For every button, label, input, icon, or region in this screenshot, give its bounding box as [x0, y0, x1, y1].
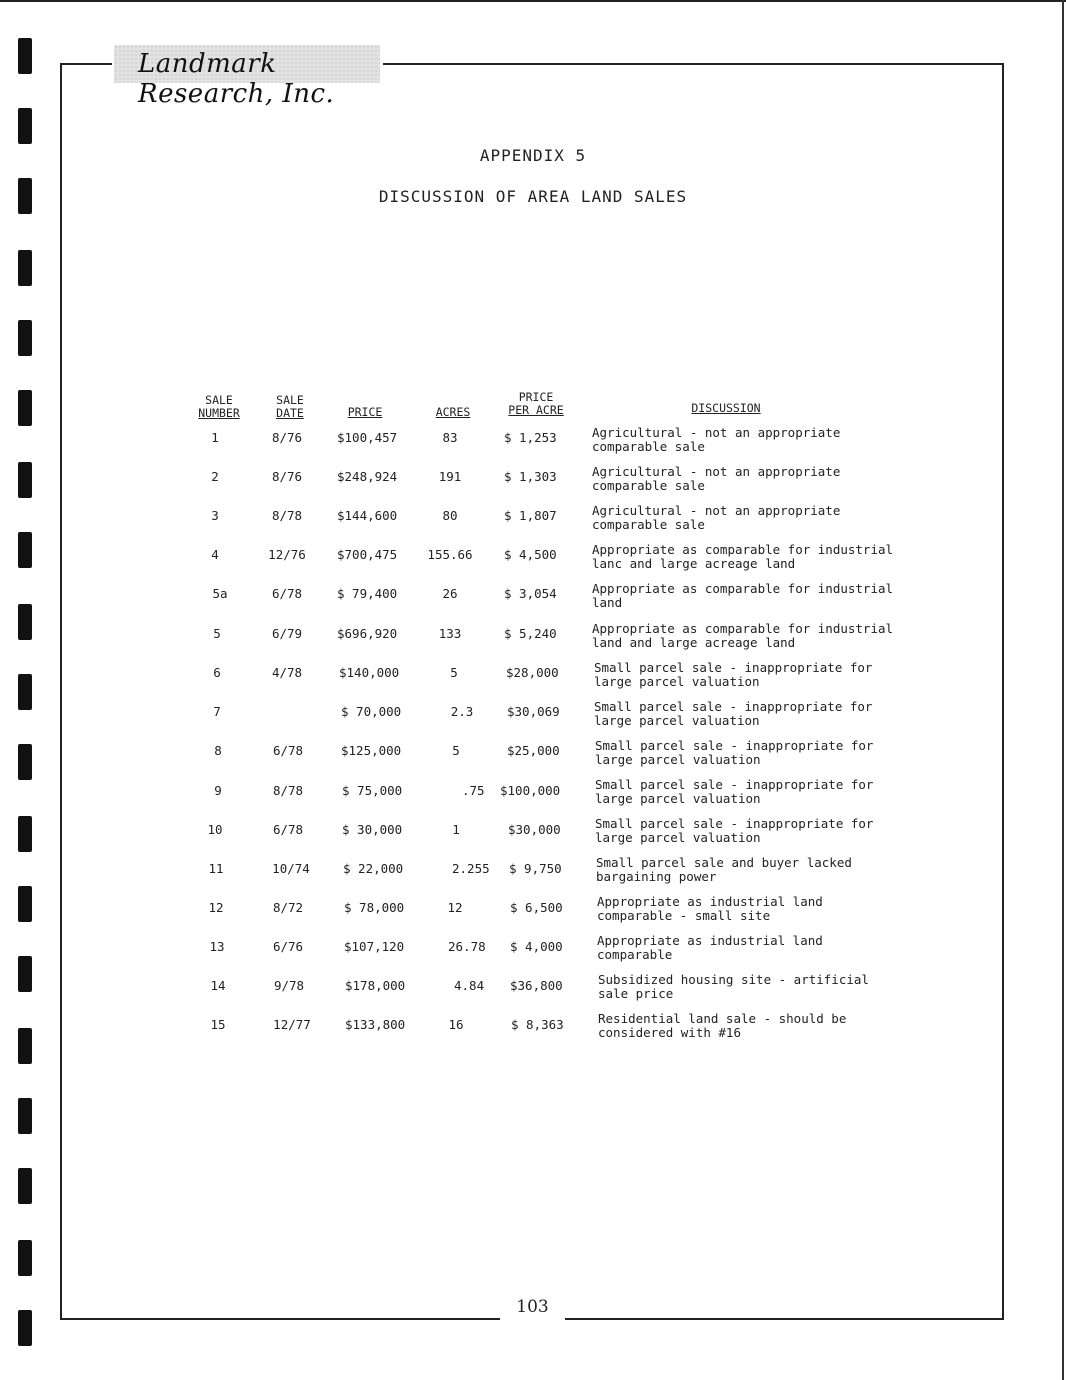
acres-cell: 83: [442, 430, 458, 445]
sale-date-cell: 6/78: [272, 822, 304, 837]
sale-date-cell: 12/76: [268, 547, 306, 562]
discussion-line: Small parcel sale and buyer lacked: [596, 855, 852, 870]
discussion-line: land and large acreage land: [592, 635, 796, 650]
price-cell: $700,475: [337, 547, 398, 562]
sale-number-cell: 2: [211, 469, 219, 484]
acres-cell: 26: [442, 586, 458, 601]
logo-text: Landmark Research, Inc.: [138, 49, 335, 109]
price-per-acre-cell: $30,000: [508, 822, 561, 837]
discussion-cell: [595, 778, 925, 806]
sale-number-cell: 8: [214, 743, 222, 758]
page-number: 103: [516, 1297, 549, 1317]
binder-hole: [18, 390, 32, 426]
discussion-line: comparable - small site: [597, 908, 771, 923]
discussion-line: considered with #16: [598, 1025, 741, 1040]
sale-date-cell: 6/78: [271, 586, 303, 601]
header-line: PRICE: [518, 390, 554, 404]
right-edge-rule: [1062, 0, 1064, 1380]
header-sale-number: [188, 394, 250, 420]
header-line: NUMBER: [198, 406, 240, 420]
frame-border-left: [60, 63, 62, 1320]
sale-number-cell: 15: [210, 1017, 226, 1032]
binder-hole: [18, 604, 32, 640]
frame-border-top: [60, 63, 112, 65]
sale-date-cell: 12/77: [273, 1017, 311, 1032]
discussion-line: large parcel valuation: [594, 713, 760, 728]
discussion-line: Appropriate as industrial land: [597, 894, 823, 909]
binder-hole: [18, 1098, 32, 1134]
discussion-cell: [592, 543, 922, 571]
sale-number-cell: 5: [213, 626, 221, 641]
header-line: SALE: [276, 393, 304, 407]
discussion-cell: [592, 426, 922, 454]
header-discussion: DISCUSSION: [691, 401, 761, 415]
sale-date-cell: 8/76: [271, 430, 303, 445]
header-price: PRICE: [347, 405, 383, 419]
discussion-cell: [598, 1012, 928, 1040]
price-cell: $248,924: [337, 469, 398, 484]
sale-number-cell: 11: [208, 861, 224, 876]
discussion-line: large parcel valuation: [595, 830, 761, 845]
binder-hole: [18, 956, 32, 992]
sale-date-cell: 8/78: [272, 783, 304, 798]
binder-hole: [18, 674, 32, 710]
discussion-line: Small parcel sale - inappropriate for: [595, 738, 874, 753]
acres-cell: 155.66: [427, 547, 473, 562]
frame-border-top: [383, 63, 1004, 65]
acres-cell: 191: [438, 469, 462, 484]
discussion-line: Appropriate as comparable for industrial: [592, 542, 894, 557]
binder-hole: [18, 1028, 32, 1064]
sale-number-cell: 3: [211, 508, 219, 523]
discussion-cell: [595, 817, 925, 845]
acres-cell: .75: [462, 783, 485, 798]
discussion-line: lanc and large acreage land: [592, 556, 796, 571]
price-cell: $ 78,000: [344, 900, 405, 915]
sale-number-cell: 6: [213, 665, 221, 680]
price-per-acre-cell: $ 4,000: [510, 939, 563, 954]
price-cell: $100,457: [337, 430, 398, 445]
discussion-line: Residential land sale - should be: [598, 1011, 847, 1026]
discussion-line: Small parcel sale - inappropriate for: [594, 699, 873, 714]
price-cell: $140,000: [339, 665, 400, 680]
acres-cell: 2.255: [452, 861, 490, 876]
header-line: DATE: [276, 406, 304, 420]
discussion-cell: [596, 856, 926, 884]
price-cell: $ 22,000: [343, 861, 404, 876]
price-per-acre-cell: $ 1,303: [504, 469, 557, 484]
price-cell: $ 70,000: [341, 704, 402, 719]
price-cell: $133,800: [345, 1017, 406, 1032]
sale-date-cell: 8/72: [272, 900, 304, 915]
header-line: PER ACRE: [508, 403, 564, 417]
binder-hole: [18, 108, 32, 144]
price-cell: $144,600: [337, 508, 398, 523]
acres-cell: 80: [442, 508, 458, 523]
price-per-acre-cell: $36,800: [510, 978, 563, 993]
price-per-acre-cell: $ 3,054: [504, 586, 557, 601]
binder-hole: [18, 462, 32, 498]
price-per-acre-cell: $ 9,750: [509, 861, 562, 876]
frame-border-bottom: [565, 1318, 1004, 1320]
price-per-acre-cell: $100,000: [500, 783, 561, 798]
price-per-acre-cell: $28,000: [506, 665, 559, 680]
header-line: SALE: [205, 393, 233, 407]
sale-number-cell: 4: [211, 547, 219, 562]
discussion-cell: [597, 895, 927, 923]
discussion-line: sale price: [598, 986, 674, 1001]
price-cell: $107,120: [344, 939, 405, 954]
binder-hole: [18, 1168, 32, 1204]
binder-hole: [18, 38, 32, 74]
binder-hole: [18, 320, 32, 356]
binder-hole: [18, 1310, 32, 1346]
sale-date-cell: 8/76: [271, 469, 303, 484]
acres-cell: 5: [450, 665, 458, 680]
discussion-cell: [592, 504, 922, 532]
header-price-per-acre: [496, 391, 576, 417]
acres-cell: 4.84: [454, 978, 485, 993]
price-per-acre-cell: $ 8,363: [511, 1017, 564, 1032]
discussion-line: large parcel valuation: [594, 674, 760, 689]
price-cell: $ 75,000: [342, 783, 403, 798]
price-cell: $ 30,000: [342, 822, 403, 837]
discussion-line: land: [592, 595, 623, 610]
discussion-cell: [594, 700, 924, 728]
price-per-acre-cell: $30,069: [507, 704, 560, 719]
discussion-cell: [595, 739, 925, 767]
acres-cell: 12: [447, 900, 463, 915]
header-acres: ACRES: [435, 405, 471, 419]
binder-hole: [18, 886, 32, 922]
discussion-line: bargaining power: [596, 869, 717, 884]
discussion-line: Appropriate as comparable for industrial: [592, 621, 894, 636]
discussion-line: Agricultural - not an appropriate: [592, 503, 841, 518]
price-cell: $696,920: [337, 626, 398, 641]
sale-date-cell: 6/76: [272, 939, 304, 954]
sale-number-cell: 13: [209, 939, 225, 954]
acres-cell: 1: [452, 822, 460, 837]
discussion-line: Subsidized housing site - artificial: [598, 972, 869, 987]
price-cell: $178,000: [345, 978, 406, 993]
discussion-line: large parcel valuation: [595, 752, 761, 767]
sale-number-cell: 12: [208, 900, 224, 915]
binder-hole: [18, 250, 32, 286]
discussion-line: large parcel valuation: [595, 791, 761, 806]
discussion-line: Small parcel sale - inappropriate for: [595, 816, 874, 831]
discussion-cell: [597, 934, 927, 962]
discussion-line: Small parcel sale - inappropriate for: [595, 777, 874, 792]
discussion-line: Agricultural - not an appropriate: [592, 425, 841, 440]
header-sale-date: [262, 394, 318, 420]
frame-border-right: [1002, 63, 1004, 1320]
sale-date-cell: 10/74: [272, 861, 310, 876]
sale-date-cell: 8/78: [271, 508, 303, 523]
sale-date-cell: 9/78: [273, 978, 305, 993]
sale-date-cell: 6/79: [271, 626, 303, 641]
discussion-cell: [594, 661, 924, 689]
acres-cell: 133: [438, 626, 462, 641]
discussion-line: Appropriate as comparable for industrial: [592, 581, 894, 596]
sale-date-cell: 4/78: [271, 665, 303, 680]
acres-cell: 5: [452, 743, 460, 758]
binder-hole: [18, 816, 32, 852]
page-title: APPENDIX 5: [479, 146, 587, 165]
sale-number-cell: 9: [214, 783, 222, 798]
binder-holes: [0, 0, 40, 1380]
binder-hole: [18, 1240, 32, 1276]
price-cell: $ 79,400: [337, 586, 398, 601]
sale-number-cell: 5a: [212, 586, 228, 601]
discussion-line: Agricultural - not an appropriate: [592, 464, 841, 479]
price-cell: $125,000: [341, 743, 402, 758]
discussion-cell: [592, 465, 922, 493]
frame-border-bottom: [60, 1318, 500, 1320]
sale-number-cell: 10: [207, 822, 223, 837]
binder-hole: [18, 744, 32, 780]
discussion-cell: [598, 973, 928, 1001]
discussion-cell: [592, 582, 922, 610]
discussion-line: Small parcel sale - inappropriate for: [594, 660, 873, 675]
price-per-acre-cell: $ 5,240: [504, 626, 557, 641]
page-subtitle: DISCUSSION OF AREA LAND SALES: [378, 187, 688, 206]
acres-cell: 26.78: [448, 939, 486, 954]
acres-cell: 16: [448, 1017, 464, 1032]
discussion-line: comparable: [597, 947, 673, 962]
price-per-acre-cell: $ 4,500: [504, 547, 557, 562]
sale-number-cell: 14: [210, 978, 226, 993]
acres-cell: 2.3: [450, 704, 474, 719]
price-per-acre-cell: $ 1,253: [504, 430, 557, 445]
binder-hole: [18, 532, 32, 568]
discussion-cell: [592, 622, 922, 650]
price-per-acre-cell: $25,000: [507, 743, 560, 758]
price-per-acre-cell: $ 1,807: [504, 508, 557, 523]
sale-number-cell: 1: [211, 430, 219, 445]
price-per-acre-cell: $ 6,500: [510, 900, 563, 915]
discussion-line: comparable sale: [592, 478, 705, 493]
company-logo: [114, 45, 380, 109]
discussion-line: comparable sale: [592, 439, 705, 454]
sale-date-cell: 6/78: [272, 743, 304, 758]
top-edge-rule: [0, 0, 1066, 2]
discussion-line: Appropriate as industrial land: [597, 933, 823, 948]
discussion-line: comparable sale: [592, 517, 705, 532]
sale-number-cell: 7: [213, 704, 221, 719]
